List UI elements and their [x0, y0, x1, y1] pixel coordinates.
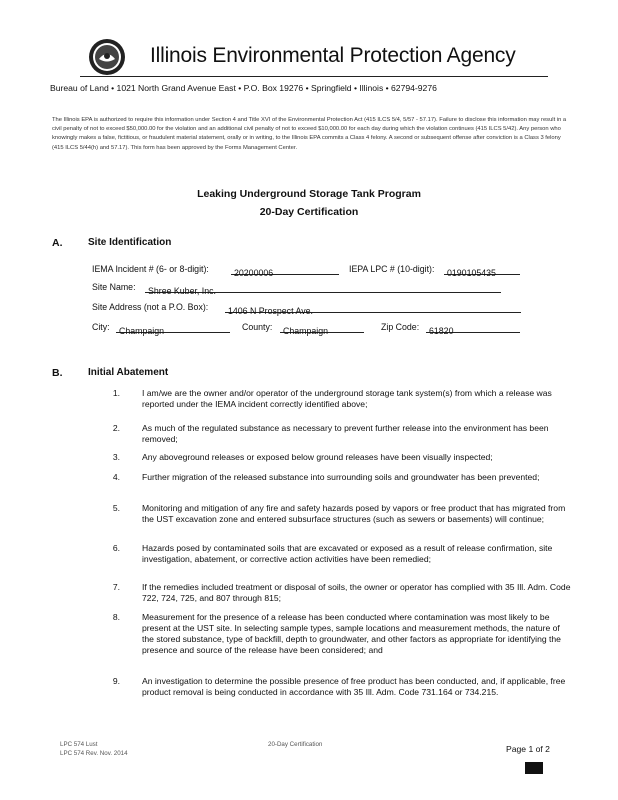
county-field[interactable] [280, 321, 364, 336]
item-5-text: Monitoring and mitigation of any fire and safety hazards posed by vapors or free product that has migrated from the UST excavation zone and entered subsurface structures (such as sewers or basements) will continue; [142, 503, 566, 524]
county-label: County: [242, 322, 273, 332]
item-4-text: Further migration of the released substance into surrounding soils and groundwater has been prevented; [142, 472, 540, 482]
item-3-text: Any aboveground releases or exposed below ground releases have been visually inspected; [142, 452, 493, 462]
zip-code-value: 61820 [429, 326, 454, 336]
illinois-seal-icon [88, 38, 126, 76]
section-a-title: Site Identification [88, 237, 172, 248]
footer-revision: LPC 574 Rev. Nov. 2014 [60, 750, 128, 757]
section-b-title: Initial Abatement [88, 367, 169, 378]
section-b-letter: B. [52, 367, 63, 379]
item-8-text: Measurement for the presence of a release has been conducted where contamination was most likely to be present at the UST site. In selecting sample types, sample locations and measurement methods, the nature of the stored substance, type of backfill, depth to groundwater, and other factors as appropriate for identifying the presence and source of the release have been considered; and [142, 612, 561, 655]
iema-incident-label: IEMA Incident # (6- or 8-digit): [92, 264, 209, 274]
item-7-number: 7. [112, 582, 120, 592]
city-label: City: [92, 322, 110, 332]
item-9-number: 9. [112, 676, 120, 686]
item-1-number: 1. [112, 388, 120, 398]
site-name-label: Site Name: [92, 282, 136, 292]
item-2-text: As much of the regulated substance as necessary to prevent further release into the environment has been removed; [142, 423, 549, 444]
iepa-lpc-field[interactable] [444, 263, 520, 278]
item-2-number: 2. [112, 423, 120, 433]
city-value: Champaign [119, 326, 164, 336]
item-8-number: 8. [112, 612, 120, 622]
zip-code-label: Zip Code: [381, 322, 420, 332]
item-3-number: 3. [112, 452, 120, 462]
footer-form-name: 20-Day Certification [268, 741, 323, 748]
item-1-text: I am/we are the owner and/or operator of the underground storage tank system(s) from which a release was reported under the IEMA incident correctly identified above; [142, 388, 552, 409]
program-title: Leaking Underground Storage Tank Program [197, 188, 421, 200]
agency-address: Bureau of Land • 1021 North Grand Avenue East • P.O. Box 19276 • Springfield • Illinois • 62794-9276 [50, 83, 437, 93]
header-divider [80, 76, 548, 77]
site-name-field[interactable] [145, 281, 501, 296]
county-value: Champaign [283, 326, 328, 336]
iema-incident-value: 20200006 [234, 268, 274, 278]
iepa-lpc-value: 0190105435 [447, 268, 496, 278]
iepa-lpc-label: IEPA LPC # (10-digit): [349, 264, 435, 274]
agency-name: Illinois Environmental Protection Agency [150, 44, 516, 67]
footer-form-code: LPC 574 Lust [60, 741, 98, 748]
section-a-letter: A. [52, 237, 63, 249]
item-4-number: 4. [112, 472, 120, 482]
item-6-text: Hazards posed by contaminated soils that are excavated or exposed as a result of release confirmation, site investigation, abatement, or corrective action activities have been remedied; [142, 543, 553, 564]
legal-notice: The Illinois EPA is authorized to require this information under Section 4 and Title XVI of the Environmental Protection Act (415 ILCS 5/4, 5/57 - 57.17). Failure to disclose this information may result in a civil penalty of not to exceed $50,000.00 for the violation and an additional civil penalty of not to exceed $10,000.00 for each day during which the violation continues (415 ILCS 5/42). Any person who knowingly makes a false, fictitious, or fraudulent material statement, orally or in writing, to the Illinois EPA commits a Class 4 felony. A second or subsequent offense after conviction is a Class 3 felony (415 ILCS 5/44(h) and 57.17). This form has been approved by the Forms Management Center. [52, 117, 567, 151]
site-name-value: Shree Kuber, Inc. [148, 286, 216, 296]
item-7-text: If the remedies included treatment or disposal of soils, the owner or operator has complied with 35 Ill. Adm. Code 722, 724, 725, and 807 through 815; [142, 582, 571, 603]
item-6-number: 6. [112, 543, 120, 553]
item-9-text: An investigation to determine the possible presence of free product has been conducted, and, if applicable, free product removal is being conducted in accordance with 35 Ill. Adm. Code 731.164 or 734.215. [142, 676, 566, 697]
scan-mark [525, 762, 543, 774]
page-indicator: Page 1 of 2 [506, 744, 550, 754]
form-title: 20-Day Certification [259, 206, 359, 218]
city-field[interactable] [116, 321, 230, 336]
site-address-label: Site Address (not a P.O. Box): [92, 302, 209, 312]
zip-code-field[interactable] [426, 321, 520, 336]
site-address-value: 1406 N Prospect Ave. [228, 306, 313, 316]
site-address-field[interactable] [225, 301, 521, 316]
item-5-number: 5. [112, 503, 120, 513]
iema-incident-field[interactable] [231, 263, 339, 278]
